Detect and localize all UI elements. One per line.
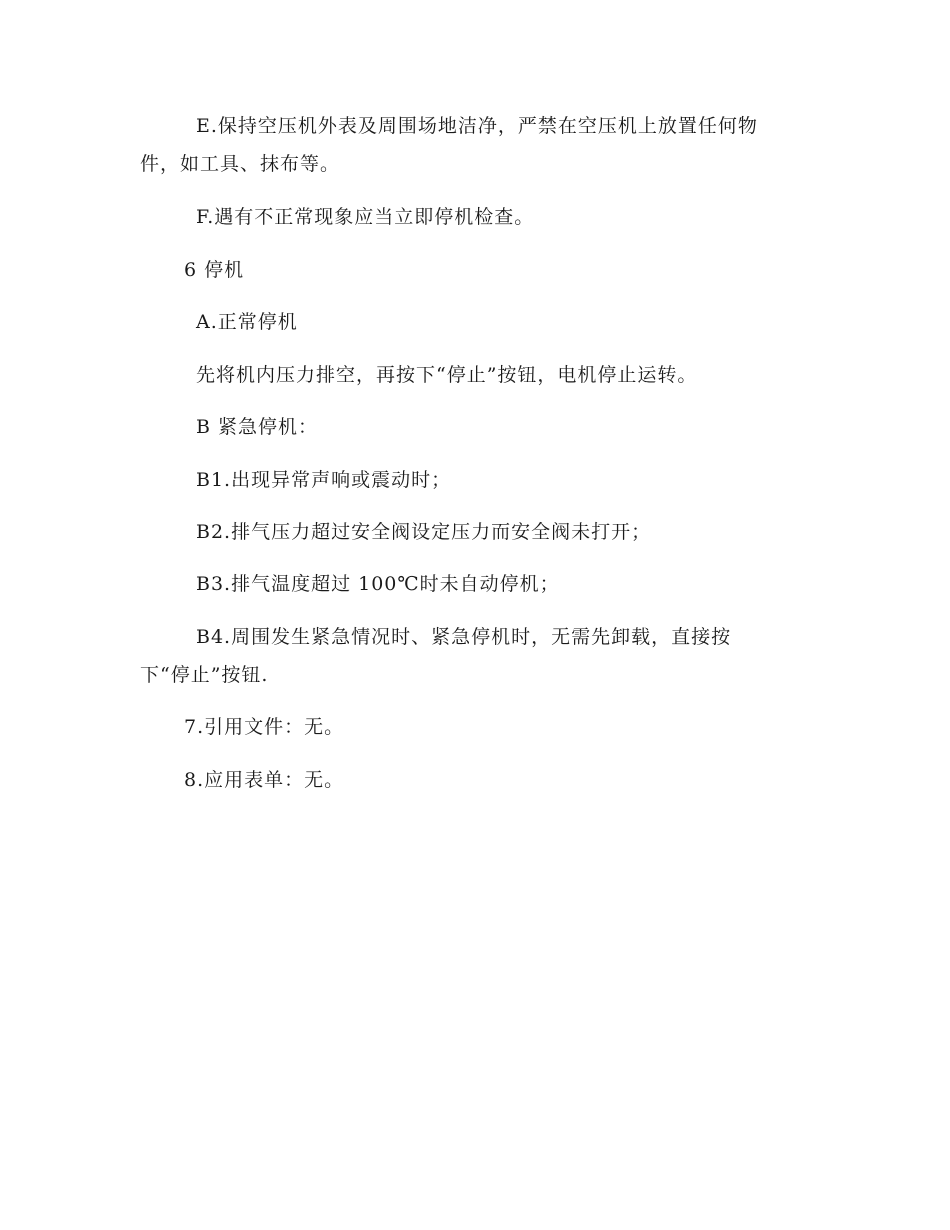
item-a-heading: A.正常停机 [196, 311, 298, 333]
section-7: 7.引用文件：无。 [184, 716, 345, 738]
item-b3: B3.排气温度超过 100℃时未自动停机； [196, 573, 560, 595]
paragraph-e-line-2: 件，如工具、抹布等。 [140, 153, 341, 175]
section-6-heading: 6 停机 [184, 259, 245, 281]
item-b4-line-1: B4.周围发生紧急情况时、紧急停机时，无需先卸载，直接按 [196, 626, 732, 648]
paragraph-f: F.遇有不正常现象应当立即停机检查。 [196, 206, 535, 228]
item-a-body: 先将机内压力排空，再按下“停止”按钮，电机停止运转。 [196, 364, 698, 386]
item-b1: B1.出现异常声响或震动时； [196, 469, 452, 491]
paragraph-e-line-1: E.保持空压机外表及周围场地洁净，严禁在空压机上放置任何物 [196, 115, 758, 137]
item-b-heading: B 紧急停机： [196, 416, 319, 438]
item-b2: B2.排气压力超过安全阀设定压力而安全阀未打开； [196, 521, 652, 543]
section-8: 8.应用表单：无。 [184, 769, 345, 791]
item-b4-line-2: 下“停止”按钮. [140, 664, 269, 686]
